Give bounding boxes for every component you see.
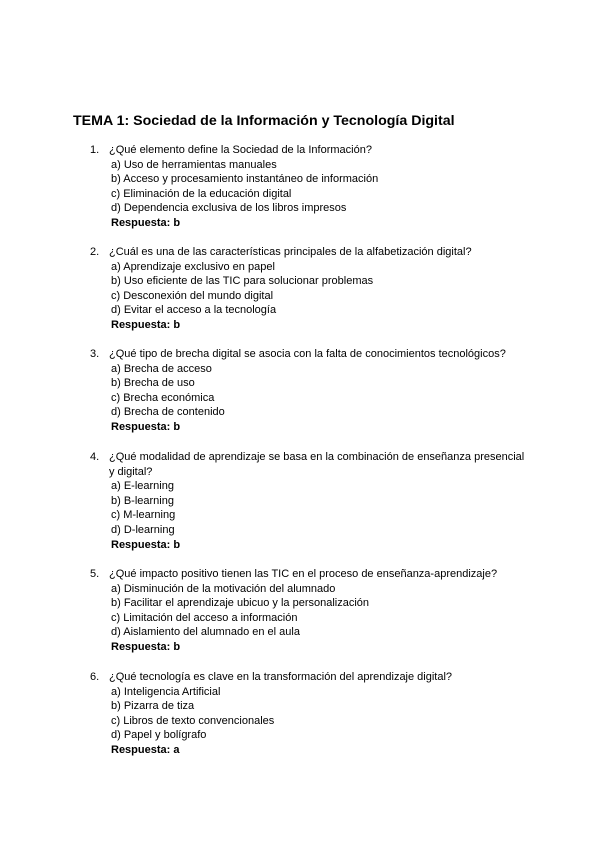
question-number: 3. — [90, 348, 100, 360]
options-list — [111, 158, 378, 231]
option-b: b) Acceso y procesamiento instantáneo de información — [111, 173, 379, 186]
option-d: d) Dependencia exclusiva de los libros impresos — [111, 202, 347, 215]
answer-label: Respuesta: b — [111, 216, 181, 229]
answer-label: Respuesta: b — [111, 420, 181, 433]
question-text: ¿Cuál es una de las características principales de la alfabetización digital? — [109, 246, 472, 258]
option-a: a) E-learning — [111, 480, 174, 493]
option-a: a) Disminución de la motivación del alumnado — [111, 582, 336, 595]
option-a: a) Uso de herramientas manuales — [111, 158, 277, 171]
option-c: c) Limitación del acceso a información — [111, 611, 298, 624]
option-b: b) Brecha de uso — [111, 377, 195, 390]
question-number: 6. — [90, 671, 100, 683]
answer-label: Respuesta: b — [111, 538, 181, 551]
option-c: c) Brecha económica — [111, 391, 215, 404]
option-b: b) Pizarra de tiza — [111, 700, 195, 713]
option-d: d) D-learning — [111, 523, 175, 536]
question-text: ¿Qué tipo de brecha digital se asocia con la falta de conocimientos tecnológicos? — [109, 348, 506, 360]
question-number: 1. — [90, 144, 100, 156]
option-c: c) M-learning — [111, 509, 176, 522]
answer-label: Respuesta: b — [111, 318, 181, 331]
options-list — [111, 685, 274, 758]
question-text: ¿Qué elemento define la Sociedad de la Información? — [109, 144, 372, 156]
option-d: d) Papel y bolígrafo — [111, 729, 207, 742]
option-c: c) Desconexión del mundo digital — [111, 289, 274, 302]
option-a: a) Aprendizaje exclusivo en papel — [111, 260, 275, 273]
option-b: b) B-learning — [111, 494, 174, 507]
option-c: c) Libros de texto convencionales — [111, 714, 275, 727]
option-c: c) Eliminación de la educación digital — [111, 187, 292, 200]
page-title: TEMA 1: Sociedad de la Información y Tecnología Digital — [73, 113, 455, 129]
options-list — [111, 260, 373, 333]
question-number: 2. — [90, 246, 100, 258]
option-a: a) Brecha de acceso — [111, 362, 212, 375]
option-b: b) Facilitar el aprendizaje ubicuo y la personalización — [111, 597, 370, 610]
question-number: 4. — [90, 451, 100, 463]
options-list — [111, 582, 369, 655]
option-d: d) Brecha de contenido — [111, 406, 225, 419]
option-b: b) Uso eficiente de las TIC para solucionar problemas — [111, 275, 374, 288]
answer-label: Respuesta: a — [111, 743, 180, 756]
option-a: a) Inteligencia Artificial — [111, 685, 221, 698]
question-text: ¿Qué impacto positivo tienen las TIC en el proceso de enseñanza-aprendizaje? — [109, 568, 498, 580]
answer-label: Respuesta: b — [111, 640, 181, 653]
options-list — [111, 479, 180, 552]
option-d: d) Aislamiento del alumnado en el aula — [111, 626, 300, 639]
options-list — [111, 362, 225, 435]
question-text: ¿Qué tecnología es clave en la transformación del aprendizaje digital? — [109, 671, 453, 683]
option-d: d) Evitar el acceso a la tecnología — [111, 304, 277, 317]
question-text: ¿Qué modalidad de aprendizaje se basa en la combinación de enseñanza presencial y digital? — [109, 451, 525, 478]
question-number: 5. — [90, 568, 100, 580]
